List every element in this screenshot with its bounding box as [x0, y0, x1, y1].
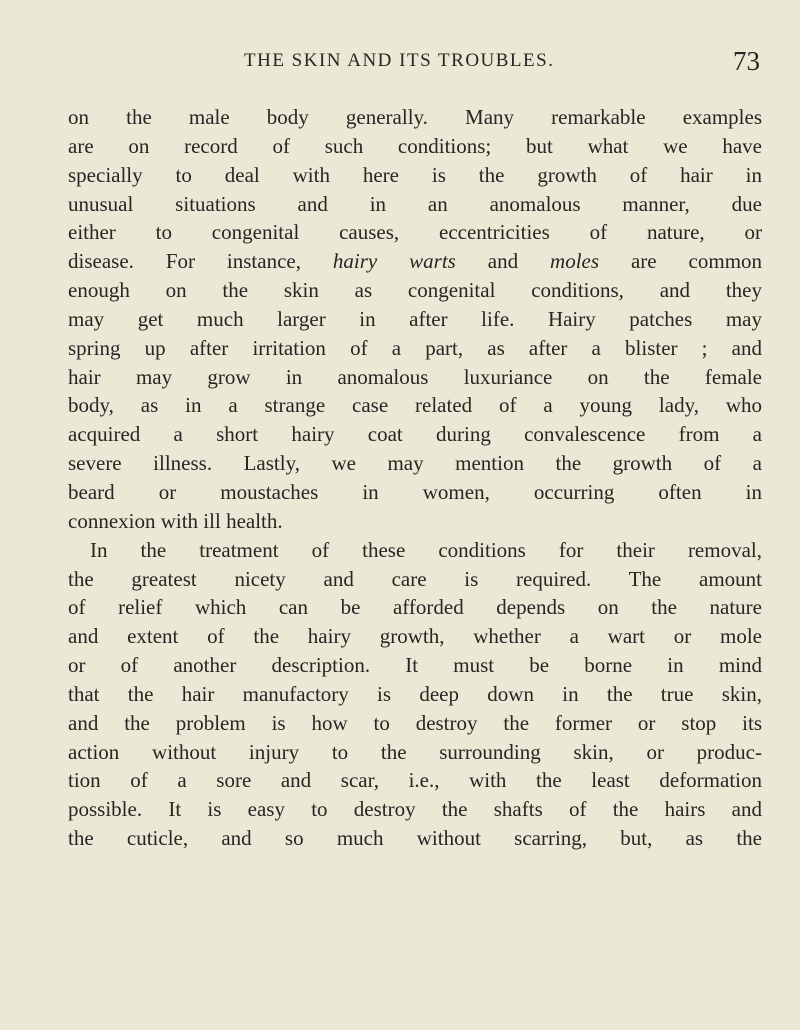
running-title: THE SKIN AND ITS TROUBLES. — [244, 50, 555, 71]
italic-term-moles: moles — [550, 249, 600, 274]
text-line: or of another description. It must be borne in mind — [68, 653, 762, 678]
italic-term-hairy-warts: hairy warts — [332, 249, 456, 274]
text-segment: are common — [599, 249, 763, 274]
text-line: on the male body generally. Many remarkable examples — [68, 105, 762, 129]
body-text — [68, 103, 762, 853]
text-segment: and — [455, 249, 551, 274]
text-line: the cuticle, and so much without scarring, but, as the — [68, 826, 762, 851]
text-line: possible. It is easy to destroy the shafts of the hairs and — [68, 797, 762, 822]
text-line: beard or moustaches in women, occurring often in — [68, 479, 762, 504]
text-line: and extent of the hairy growth, whether a wart or mole — [68, 624, 762, 649]
text-line: the greatest nicety and care is required. The amount — [68, 566, 762, 591]
page-number: 73 — [733, 46, 760, 76]
text-line: and the problem is how to destroy the former or stop its — [68, 710, 762, 735]
text-line: acquired a short hairy coat during convalescence from a — [68, 422, 762, 447]
text-line: either to congenital causes, eccentricities of nature, or — [68, 220, 762, 245]
text-line: severe illness. Lastly, we may mention the growth of a — [68, 451, 762, 476]
text-line: connexion with ill health. — [68, 508, 283, 533]
text-line: enough on the skin as congenital conditions, and they — [68, 278, 762, 303]
text-line: unusual situations and in an anomalous manner, due — [68, 191, 762, 216]
text-line: hair may grow in anomalous luxuriance on the female — [68, 364, 762, 389]
running-head — [70, 46, 760, 86]
text-line: body, as in a strange case related of a young lady, who — [68, 393, 762, 418]
text-line: In the treatment of these conditions for their removal, — [90, 537, 762, 562]
text-line: of relief which can be afforded depends on the nature — [68, 595, 762, 620]
text-line: tion of a sore and scar, i.e., with the least deformation — [68, 768, 762, 793]
text-segment: disease. For instance, — [68, 249, 333, 274]
text-line: are on record of such conditions; but what we have — [68, 133, 762, 158]
text-line: specially to deal with here is the growth of hair in — [68, 162, 762, 187]
text-line — [68, 247, 762, 276]
text-line: action without injury to the surrounding skin, or produc- — [68, 739, 762, 764]
text-line: spring up after irritation of a part, as after a blister ; and — [68, 335, 762, 360]
text-line: that the hair manufactory is deep down in the true skin, — [68, 681, 762, 706]
text-line: may get much larger in after life. Hairy patches may — [68, 306, 762, 331]
